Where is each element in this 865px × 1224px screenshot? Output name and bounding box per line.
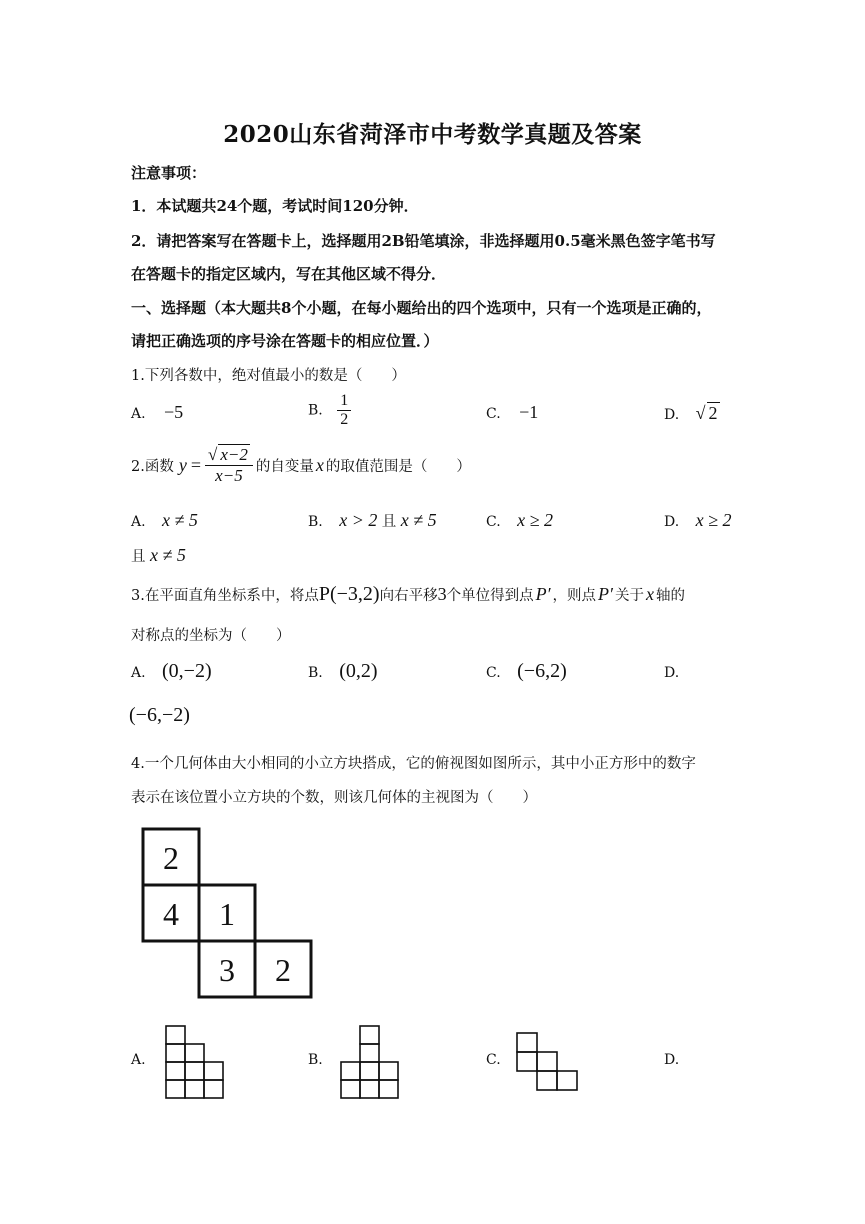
q2-equals: = bbox=[190, 454, 201, 475]
q1-option-b bbox=[308, 392, 351, 429]
q1-option-a bbox=[131, 402, 183, 423]
q2-d-and: 且 bbox=[131, 549, 146, 565]
q3-point-p-prime-2: P′ bbox=[598, 584, 613, 604]
q2-option-b bbox=[308, 510, 437, 531]
q4-option-b-label: B. bbox=[308, 1052, 323, 1068]
q2-option-d bbox=[664, 510, 732, 531]
q1-d-radicand: 2 bbox=[708, 403, 718, 423]
q4-option-a-figure bbox=[164, 1024, 226, 1100]
q3-b-value: (0,2) bbox=[339, 660, 378, 682]
q4-cell-number: 1 bbox=[219, 896, 235, 932]
q3-part-2: 向右平移 bbox=[379, 588, 438, 604]
q1-d-sqrt: √ 2 bbox=[695, 403, 718, 423]
q3-option-a bbox=[131, 660, 212, 683]
q3-d-value: (−6,−2) bbox=[129, 704, 190, 726]
q2-mid: 的自变量 bbox=[255, 458, 314, 475]
q2-y: y bbox=[178, 454, 187, 475]
q3-x-axis: x bbox=[645, 584, 654, 604]
q2-d-value-2: x ≠ 5 bbox=[149, 545, 186, 565]
q2-denominator: x−5 bbox=[215, 466, 243, 485]
q3-part-3: 个单位得到点 bbox=[446, 588, 534, 604]
q2-x: x bbox=[315, 454, 324, 475]
q2-a-value: x ≠ 5 bbox=[162, 510, 198, 530]
q1-c-label: C. bbox=[486, 406, 501, 422]
q3-stem-line-1 bbox=[131, 583, 685, 606]
q3-part-4: ，则点 bbox=[552, 588, 597, 604]
q3-option-b bbox=[308, 660, 378, 683]
q3-a-value: (0,−2) bbox=[162, 660, 212, 682]
section-heading-line-2: 请把正确选项的序号涂在答题卡的相应位置．） bbox=[131, 332, 439, 350]
q1-b-numerator: 1 bbox=[337, 392, 351, 411]
q2-a-label: A. bbox=[131, 514, 146, 530]
q2-c-label: C. bbox=[486, 514, 501, 530]
q4-cell-number: 4 bbox=[163, 896, 179, 932]
q1-b-fraction bbox=[337, 392, 351, 429]
notice-line-2b: 在答题卡的指定区域内，写在其他区域不得分． bbox=[131, 265, 447, 283]
q4-cell-number: 3 bbox=[219, 952, 235, 988]
q4-cell-number: 2 bbox=[163, 840, 179, 876]
q2-option-a bbox=[131, 510, 198, 531]
q2-b-label: B. bbox=[308, 514, 323, 530]
q2-numerator-radicand: x−2 bbox=[220, 445, 248, 464]
q3-point-p: P(−3,2) bbox=[318, 583, 380, 605]
q3-a-label: A. bbox=[131, 665, 146, 681]
q3-c-value: (−6,2) bbox=[517, 660, 567, 682]
q3-b-label: B. bbox=[308, 665, 323, 681]
q1-a-value: −5 bbox=[164, 402, 184, 422]
q3-point-p-prime: P′ bbox=[535, 584, 551, 604]
q2-prefix: 2.函数 bbox=[131, 458, 174, 475]
q3-part-5: 关于 bbox=[614, 588, 644, 604]
notice-heading: 注意事项： bbox=[131, 164, 207, 182]
q1-a-label: A. bbox=[131, 406, 146, 422]
q4-option-a-label: A. bbox=[131, 1052, 146, 1068]
q2-b-and: 且 bbox=[381, 514, 397, 530]
q2-b-value-1: x > 2 bbox=[339, 510, 378, 530]
q4-cell-number: 2 bbox=[275, 952, 291, 988]
q1-b-label: B. bbox=[308, 402, 323, 419]
q4-stem-line-2: 表示在该位置小立方块的个数，则该几何体的主视图为（ ） bbox=[131, 790, 537, 806]
q2-c-value: x ≥ 2 bbox=[517, 510, 553, 530]
q2-d-value: x ≥ 2 bbox=[695, 510, 732, 530]
q4-option-b-figure bbox=[339, 1024, 401, 1100]
q2-option-d-continued bbox=[131, 545, 186, 566]
q3-part-6: 轴的 bbox=[655, 588, 685, 604]
q2-stem bbox=[131, 444, 471, 486]
q3-option-c bbox=[486, 660, 567, 683]
q1-stem: 1.下列各数中，绝对值最小的数是（ ） bbox=[131, 368, 406, 384]
q2-fraction bbox=[205, 444, 253, 486]
q1-d-label: D. bbox=[664, 407, 680, 423]
q3-stem-line-2: 对称点的坐标为（ ） bbox=[131, 628, 291, 644]
notice-line-1: 1．本试题共24个题，考试时间120分钟． bbox=[131, 197, 419, 215]
q3-option-d bbox=[664, 665, 679, 681]
q2-option-c bbox=[486, 510, 553, 531]
q1-option-c bbox=[486, 402, 538, 423]
q3-c-label: C. bbox=[486, 665, 501, 681]
q1-option-d bbox=[664, 402, 720, 424]
q4-option-c-figure bbox=[515, 1031, 579, 1093]
q1-c-value: −1 bbox=[519, 402, 539, 422]
q3-d-label: D. bbox=[664, 665, 680, 681]
q4-top-view-figure bbox=[140, 826, 315, 1001]
q2-numerator: √ x−2 bbox=[205, 444, 253, 466]
q2-suffix: 的取值范围是（ ） bbox=[325, 458, 471, 475]
q4-option-c-label: C. bbox=[486, 1052, 501, 1068]
q4-stem-line-1: 4.一个几何体由大小相同的小立方块搭成，它的俯视图如图所示，其中小正方形中的数字 bbox=[131, 756, 696, 772]
q1-b-denominator: 2 bbox=[340, 411, 349, 428]
page-title: 2020山东省菏泽市中考数学真题及答案 bbox=[223, 121, 642, 148]
q2-b-value-2: x ≠ 5 bbox=[400, 510, 437, 530]
q4-option-d-label: D. bbox=[664, 1052, 680, 1068]
q3-part-1: 3.在平面直角坐标系中，将点 bbox=[131, 588, 319, 604]
notice-line-2a: 2．请把答案写在答题卡上，选择题用2B铅笔填涂，非选择题用0.5毫米黑色签字笔书写 bbox=[131, 232, 716, 250]
q2-d-label: D. bbox=[664, 514, 680, 530]
q3-shift: 3 bbox=[437, 584, 447, 604]
section-heading-line-1: 一、选择题（本大题共8个小题，在每小题给出的四个选项中，只有一个选项是正确的， bbox=[131, 299, 712, 317]
